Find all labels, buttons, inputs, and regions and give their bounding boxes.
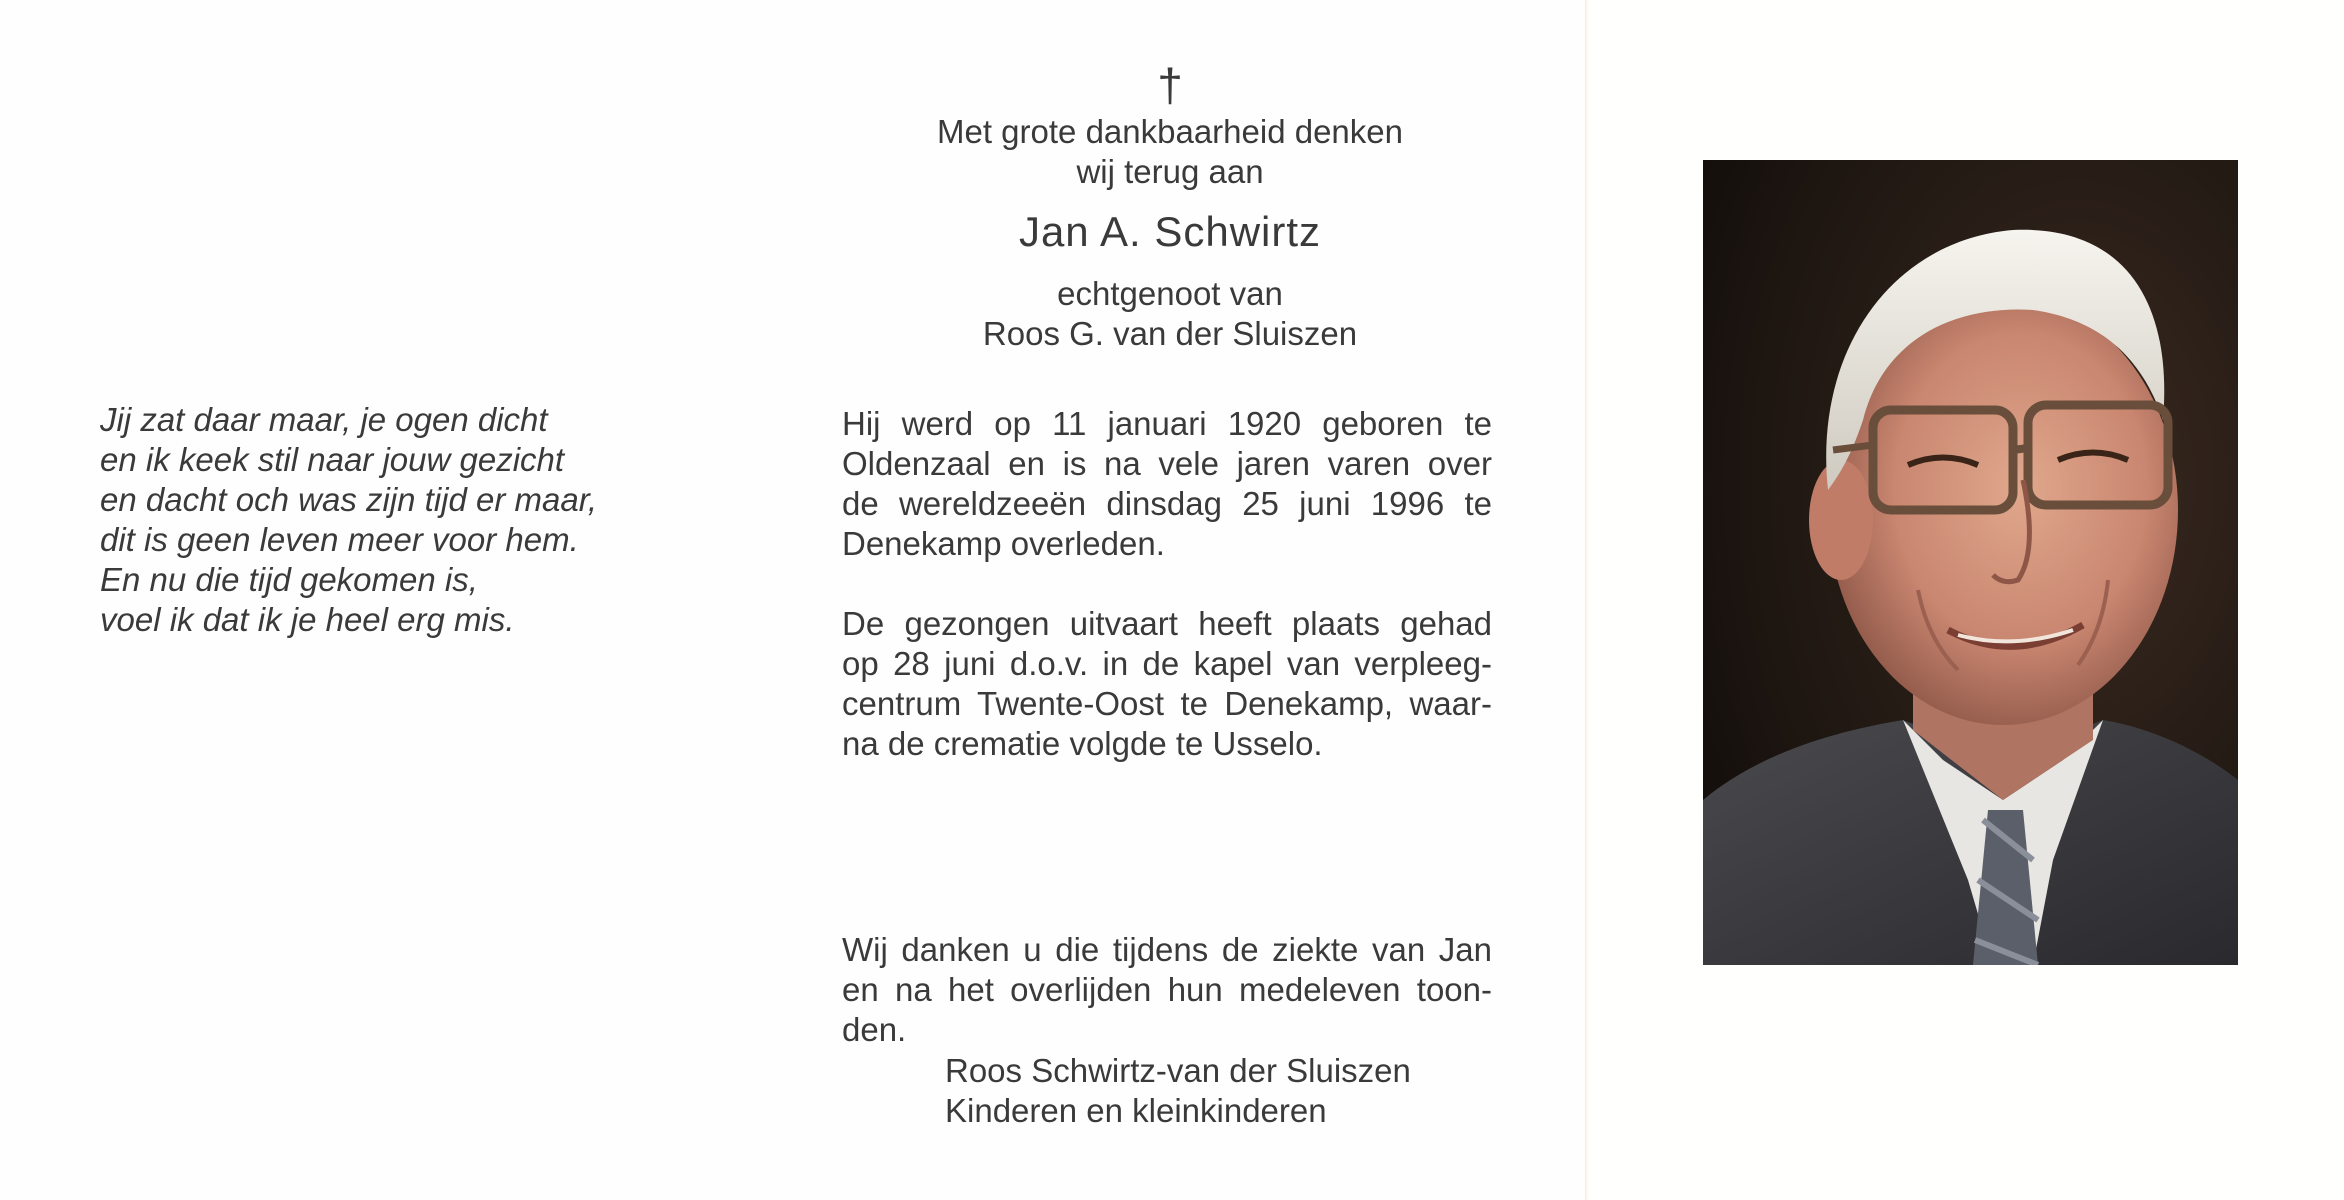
deceased-name: Jan A. Schwirtz [1018, 208, 1322, 255]
biography-line: Denekamp overleden. [842, 525, 1165, 562]
intro-line: wij terug aan [1076, 153, 1264, 190]
poem-line: Jij zat daar maar, je ogen dicht [100, 401, 548, 438]
biography-line: de wereldzeeën dinsdag 25 juni 1996 te [842, 485, 1492, 522]
portrait-photo [1703, 160, 2238, 965]
funeral-line: op 28 juni d.o.v. in de kapel van verpleeg- [842, 645, 1492, 682]
biography-paragraph [842, 404, 1492, 564]
thanks-paragraph [842, 930, 1492, 1050]
funeral-line: na de crematie volgde te Usselo. [842, 725, 1323, 762]
thanks-line: den. [842, 1011, 907, 1048]
thanks-line: en na het overlijden hun medeleven toon- [842, 971, 1492, 1008]
biography-line: Hij werd op 11 januari 1920 geboren te [842, 405, 1492, 442]
cross-icon: † [1157, 59, 1183, 111]
spouse-label: echtgenoot van [1057, 275, 1283, 312]
card-fold [1585, 0, 1588, 1200]
poem-line: en dacht och was zijn tijd er maar, [100, 481, 598, 518]
thanks-line: Wij danken u die tijdens de ziekte van Jan [842, 931, 1492, 968]
poem-line: En nu die tijd gekomen is, [100, 561, 478, 598]
poem-line: en ik keek stil naar jouw gezicht [100, 441, 565, 478]
signature-line: Roos Schwirtz-van der Sluiszen [945, 1052, 1411, 1089]
funeral-line: De gezongen uitvaart heeft plaats gehad [842, 605, 1492, 642]
signature-line: Kinderen en kleinkinderen [945, 1092, 1327, 1129]
funeral-line: centrum Twente-Oost te Denekamp, waar- [842, 685, 1492, 722]
spouse-name: Roos G. van der Sluiszen [982, 315, 1358, 352]
portrait-illustration [1703, 160, 2238, 965]
funeral-paragraph [842, 604, 1492, 764]
signature [945, 1051, 1411, 1131]
biography-line: Oldenzaal en is na vele jaren varen over [842, 445, 1492, 482]
poem [100, 400, 597, 640]
poem-line: voel ik dat ik je heel erg mis. [100, 601, 515, 638]
poem-line: dit is geen leven meer voor hem. [100, 521, 579, 558]
memorial-header [840, 60, 1500, 354]
intro-line: Met grote dankbaarheid denken [937, 113, 1403, 150]
